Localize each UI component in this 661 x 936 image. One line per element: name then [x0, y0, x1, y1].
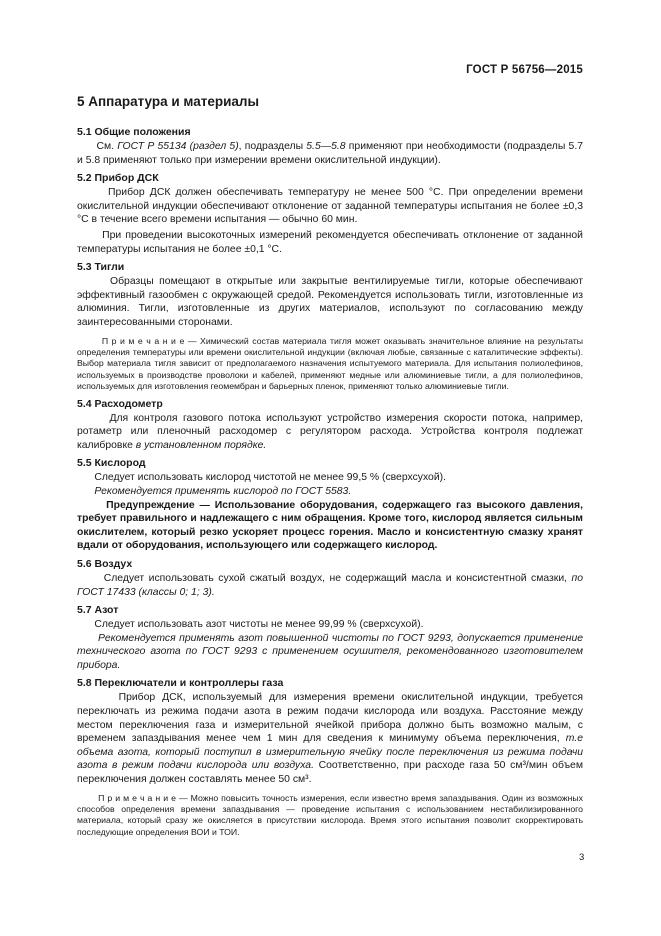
paragraph-5-4: Для контроля газового потока используют устройство измерения скорости потока, например, ротаметр или пленочный расходомер с регулятором расхода. Устройства контроля подлежат калибровке в установленном порядке. — [77, 412, 583, 451]
paragraph-5-5-2: Рекомендуется применять кислород по ГОСТ 5583. — [94, 485, 352, 497]
paragraph-5-6: Следует использовать сухой сжатый воздух, не содержащий масла и консистентной смазки, по ГОСТ 17433 (классы 0; 1; 3). — [77, 572, 583, 598]
paragraph-5-3: Образцы помещают в открытые или закрытые вентилируемые тигли, которые обеспечивают эффективный газообмен с окружающей средой. Рекомендуется использовать тигли, изготовленные из алюминия. Тигли, изготовленные из других материалов, используют по согласованию между заинтересованными сторонами. — [77, 276, 583, 328]
document-body — [77, 94, 583, 838]
warning-5-5: Предупреждение — Использование оборудования, содержащего газ высокого давления, требует правильного и надлежащего с ним обращения. Кроме того, кислород является сильным окислителем, который резко ускоряет процесс горения. Масло и консистентную смазку хранят вдали от оборудования, использующего или содержащего кислород. — [77, 499, 583, 552]
subsection-title-5-7: 5.7 Азот — [77, 604, 119, 617]
subsection-title-5-1: 5.1 Общие положения — [77, 126, 191, 138]
page-number: 3 — [579, 852, 585, 863]
paragraph-5-7-2: Рекомендуется применять азот повышенной чистоты по ГОСТ 9293, допускается применение технического азота по ГОСТ 9293 с применением осушителя, рекомендованного изготовителем прибора. — [77, 632, 583, 671]
note-5-8: П р и м е ч а н и е — Можно повысить точность измерения, если известно время запаздывания. Один из возможных способов определения времени запаздывания — проведение испытания с использованием нестабилизированного материала, который сразу же окисляется в присутствии кислорода. Время этого испытания позволит скорректировать последующие определения ВОИ и ТОИ. — [77, 792, 583, 837]
section-title: 5 Аппаратура и материалы — [77, 94, 260, 109]
document-id: ГОСТ Р 56756—2015 — [466, 64, 583, 76]
paragraph-5-2-1: Прибор ДСК должен обеспечивать температуру не менее 500 °C. При определении времени окислительной индукции обеспечивают отклонение от заданной температуры испытания не более ±0,3 °C в течение всего времени испытания — обычно 60 мин. — [77, 187, 583, 226]
note-5-3: П р и м е ч а н и е — Химический состав материала тигля может оказывать значительное влияние на результаты определения температуры или времени окислительной индукции (включая любые, связанные с каталитические эффекты). Выбор материала тигля зависит от предполагаемого назначения испытуемого материала. Для испытания полиолефинов, используемых в производстве проволоки и кабелей, применяют медные или алюминиевые тигли, а для полиолефинов, используемых для изготовления геомембран и барьерных пленок, применяют только алюминиевые тигли. — [77, 335, 583, 392]
subsection-title-5-4: 5.4 Расходометр — [77, 397, 163, 410]
subsection-title-5-5: 5.5 Кислород — [77, 457, 146, 470]
subsection-title-5-6: 5.6 Воздух — [77, 557, 133, 570]
paragraph-5-2-2: При проведении высокоточных измерений рекомендуется обеспечивать отклонение от заданной температуры испытания не более ±0,1 °C. — [77, 229, 583, 255]
paragraph-5-7-1: Следует использовать азот чистоты не менее 99,99 % (сверхсухой). — [94, 619, 424, 631]
paragraph-5-1: См. ГОСТ Р 55134 (раздел 5), подразделы 5.5—5.8 применяют при необходимости (подразделы 5.7 и 5.8 применяют только при измерении времени окислительной индукции). — [77, 141, 584, 166]
paragraph-5-8: Прибор ДСК, используемый для измерения времени окислительной индукции, требуется переключать из режима подачи азота в режим подачи кислорода или воздуха. Расстояние между местом переключения газа и измерительной ячейкой прибора должно быть возможно малым, с временем запаздывания менее чем 1 мин для сведения к минимуму объема переключения, т.е объема азота, который поступил в измерительную ячейку после переключения из режима подачи азота в режим подачи кислорода или воздуха. Соответственно, при расходе газа 50 см³/мин объем переключения должен составлять менее 50 см³. — [77, 692, 583, 786]
subsection-title-5-2: 5.2 Прибор ДСК — [77, 172, 159, 185]
paragraph-5-5-1: Следует использовать кислород чистотой не менее 99,5 % (сверхсухой). — [94, 472, 446, 484]
subsection-title-5-8: 5.8 Переключатели и контроллеры газа — [77, 677, 284, 690]
subsection-title-5-3: 5.3 Тигли — [77, 261, 125, 274]
